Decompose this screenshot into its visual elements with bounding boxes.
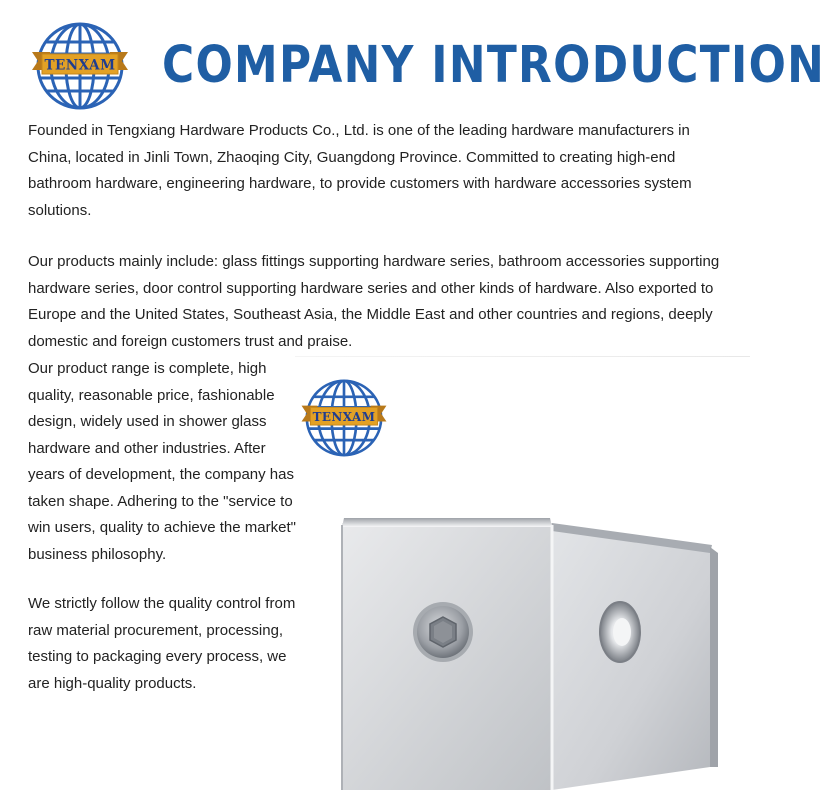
glass-clamp-product-image: [330, 505, 750, 795]
divider: [295, 356, 750, 357]
quality-paragraph: We strictly follow the quality control from raw material procurement, processing, testing to packaging every process, we are high-quality products.: [28, 595, 296, 692]
logo-text-small: TENXAM: [312, 410, 376, 425]
tenxam-logo-icon: [28, 14, 132, 118]
tenxam-logo-small-icon: [298, 372, 390, 464]
page-title: COMPANY INTRODUCTION: [162, 36, 825, 95]
range-paragraph: Our product range is complete, high quality, reasonable price, fashionable design, widely used in shower glass hardware and other industries. After years of development, the company has taken shape. Adhering to the "service to win users, quality to achieve the market" business philosophy.: [28, 360, 296, 563]
products-paragraph: Our products mainly include: glass fittings supporting hardware series, bathroom accessories supporting hardware series, door control supporting hardware series and other kinds of hardware. Also exported to Europe and the United States, Southeast Asia, the Middle East and other countries and regions, deeply domestic and foreign customers trust and praise.: [28, 253, 720, 350]
intro-paragraph: Founded in Tengxiang Hardware Products Co., Ltd. is one of the leading hardware manufacturers in China, located in Jinli Town, Zhaoqing City, Guangdong Province. Committed to creating high-end bathroom hardware, engineering hardware, to provide customers with hardware accessories system solutions.: [28, 122, 692, 219]
logo-text: TENXAM: [44, 57, 116, 74]
